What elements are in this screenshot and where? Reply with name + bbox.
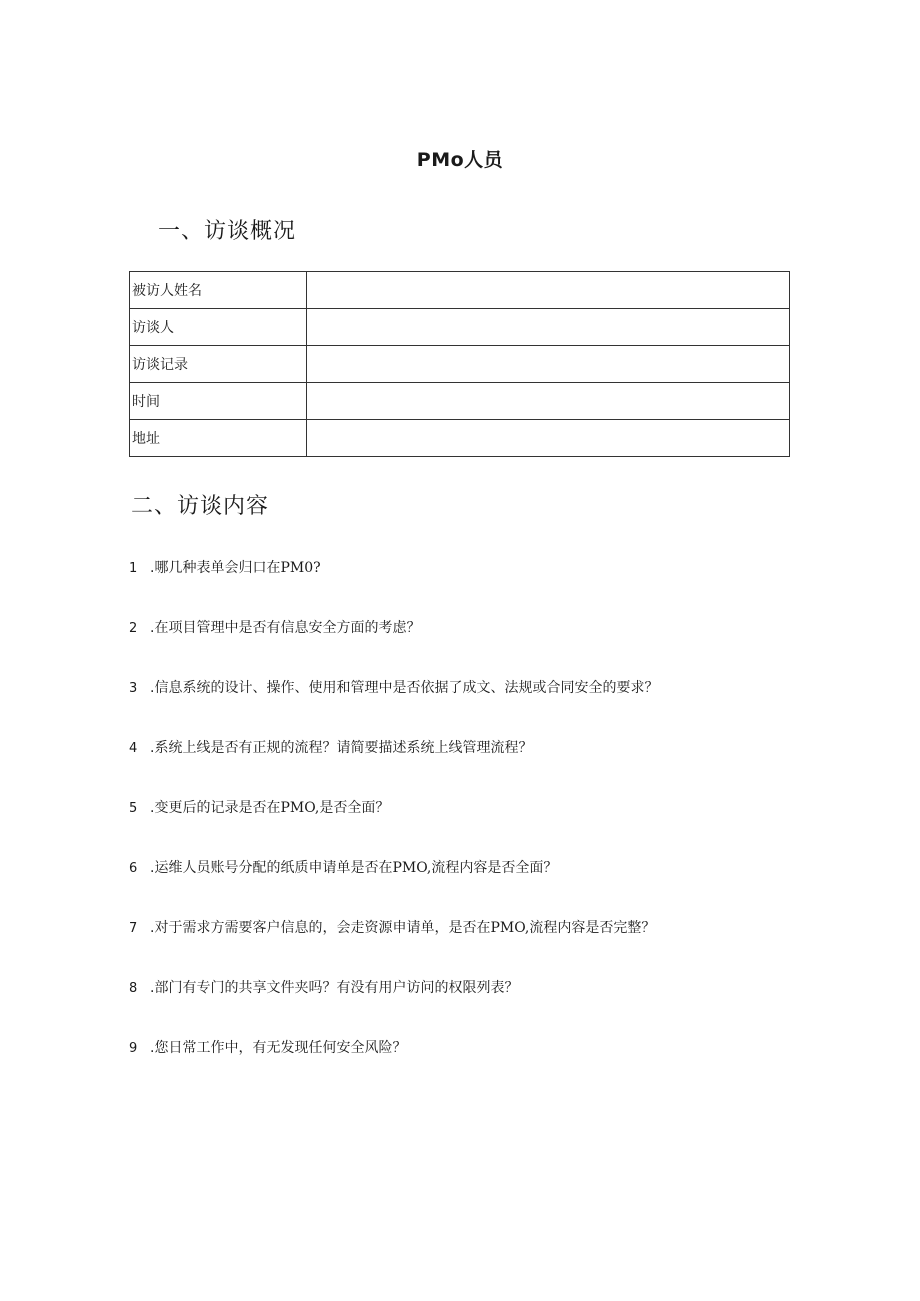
list-item: 7 .对于需求方需要客户信息的，会走资源申请单，是否在PMO,流程内容是否完整？	[129, 916, 658, 976]
interviewee-name-label: 被访人姓名	[130, 272, 307, 309]
question-number: 3	[129, 681, 138, 696]
question-text: 哪几种表单会归口在PM0?	[154, 560, 321, 576]
question-text: 对于需求方需要客户信息的，会走资源申请单，是否在PMO,流程内容是否完整？	[154, 920, 656, 936]
section-heading-content: 二、访谈内容	[131, 494, 270, 519]
time-label: 时间	[130, 383, 307, 420]
interview-record-field[interactable]	[307, 346, 790, 383]
list-item: 5 .变更后的记录是否在PMO,是否全面？	[129, 796, 658, 856]
time-field[interactable]	[307, 383, 790, 420]
address-label: 地址	[130, 420, 307, 457]
table-row	[130, 272, 790, 309]
question-text: 部门有专门的共享文件夹吗？有没有用户访问的权限列表？	[154, 980, 519, 996]
question-text: 变更后的记录是否在PMO,是否全面？	[154, 800, 390, 816]
document-title: PMo人员	[416, 149, 504, 171]
question-number: 9	[129, 1041, 138, 1056]
table-row	[130, 383, 790, 420]
list-item: 4 .系统上线是否有正规的流程？请简要描述系统上线管理流程？	[129, 736, 658, 796]
interviewer-label: 访谈人	[130, 309, 307, 346]
interview-record-label: 访谈记录	[130, 346, 307, 383]
section-heading-overview: 一、访谈概况	[158, 219, 297, 244]
table-row	[130, 309, 790, 346]
question-number: 6	[129, 861, 138, 876]
interviewer-field[interactable]	[307, 309, 790, 346]
list-item: 6 .运维人员账号分配的纸质申请单是否在PMO,流程内容是否全面？	[129, 856, 658, 916]
question-number: 8	[129, 981, 138, 996]
list-item: 9 .您日常工作中，有无发现任何安全风险？	[129, 1036, 658, 1096]
table-row	[130, 346, 790, 383]
question-text: 在项目管理中是否有信息安全方面的考虑？	[154, 620, 421, 636]
question-number: 2	[129, 621, 138, 636]
list-item: 3 .信息系统的设计、操作、使用和管理中是否依据了成文、法规或合同安全的要求？	[129, 676, 658, 736]
question-list	[129, 556, 658, 1096]
list-item: 2 .在项目管理中是否有信息安全方面的考虑？	[129, 616, 658, 676]
interviewee-name-field[interactable]	[307, 272, 790, 309]
question-text: 系统上线是否有正规的流程？请简要描述系统上线管理流程？	[154, 740, 533, 756]
question-text: 运维人员账号分配的纸质申请单是否在PMO,流程内容是否全面？	[154, 860, 558, 876]
question-text: 您日常工作中，有无发现任何安全风险？	[154, 1040, 407, 1056]
list-item: 8 .部门有专门的共享文件夹吗？有没有用户访问的权限列表？	[129, 976, 658, 1036]
question-number: 5	[129, 801, 138, 816]
list-item: 1 .哪几种表单会归口在PM0?	[129, 556, 658, 616]
table-row	[130, 420, 790, 457]
address-field[interactable]	[307, 420, 790, 457]
question-number: 7	[129, 921, 138, 936]
question-number: 1	[129, 561, 138, 576]
question-number: 4	[129, 741, 138, 756]
interview-overview-table	[129, 271, 790, 457]
question-text: 信息系统的设计、操作、使用和管理中是否依据了成文、法规或合同安全的要求？	[154, 680, 659, 696]
